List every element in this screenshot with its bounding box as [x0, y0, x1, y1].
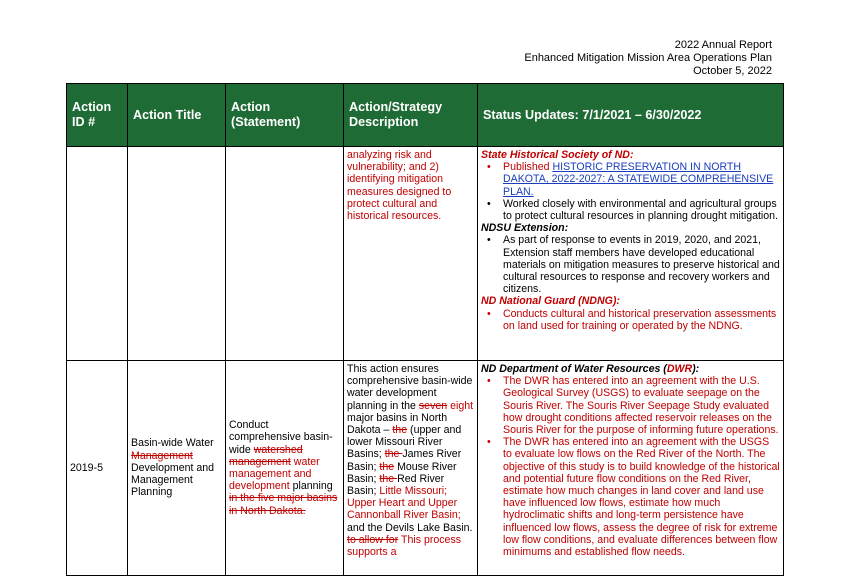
report-date: October 5, 2022 — [693, 65, 772, 77]
plan-link[interactable]: HISTORIC PRESERVATION IN NORTH DAKOTA, 2022-2027: A STATEWIDE COMPREHENSIVE PLAN. — [503, 161, 774, 198]
cell-action-statement — [226, 147, 344, 361]
org-heading: NDSU Extension: — [481, 222, 569, 235]
cell-status-updates — [478, 361, 784, 576]
title-text: Basin-wide Water — [131, 437, 214, 450]
statement-inserted-text: water management and development — [229, 455, 320, 493]
list-item: • Worked closely with environmental and agricultural groups to protect cultural resources in planning drought mitigation. — [503, 198, 780, 222]
description-text: Red River Basin; — [347, 472, 445, 498]
col-header-description: Action/Strategy Description — [344, 84, 478, 147]
org-name-end: ): — [692, 363, 700, 375]
list-item: • As part of response to events in 2019, 2020, and 2021, Extension staff members have developed educational materials on mitigation measures to preserve historical and cultural resources to response and recovery workers and citizens. — [503, 234, 780, 295]
cell-description — [344, 147, 478, 361]
org-abbrev: DWR — [666, 363, 693, 375]
description-struck-text: the — [379, 472, 398, 485]
title-text: Development and Management Planning — [131, 461, 215, 499]
description-text: and the Devils Lake Basin. — [347, 521, 473, 534]
table-header-row — [67, 84, 784, 147]
description-inserted-text: Little Missouri; Upper Heart and Upper Cannonball River Basin; — [347, 485, 461, 522]
bullet-text: Published — [503, 161, 553, 174]
report-title: 2022 Annual Report — [674, 39, 772, 51]
description-struck-text: the — [379, 460, 395, 473]
col-header-status-updates: Status Updates: 7/1/2021 – 6/30/2022 — [478, 84, 784, 147]
list-item: • The DWR has entered into an agreement with the U.S. Geological Survey (USGS) to evaluate seepage on the Souris River. The Souris River Seepage Study evaluated how drought conditions affected reservoir releases on the Souris River for the purpose of informing future operations. — [503, 375, 780, 436]
org-heading: State Historical Society of ND: — [481, 149, 634, 161]
table-row — [67, 361, 784, 576]
description-struck-text: to allow for — [347, 533, 399, 546]
cell-action-id: 2019-5 — [67, 361, 128, 576]
list-item: • Conducts cultural and historical preservation assessments on land used for training or operated by the NDNG. — [503, 308, 780, 332]
description-struck-text: the — [392, 424, 408, 437]
cell-action-title — [128, 147, 226, 361]
cell-status-updates — [478, 147, 784, 361]
description-text: major basins in North Dakota – — [347, 411, 448, 437]
statement-struck-text: watershed management — [229, 443, 303, 468]
description-text: Mouse River Basin; — [347, 460, 457, 485]
cell-action-id — [67, 147, 128, 361]
statement-text: planning — [289, 480, 333, 493]
cell-action-statement — [226, 361, 344, 576]
description-struck-text: the — [384, 448, 403, 461]
description-inserted-text: eight — [447, 399, 474, 412]
col-header-action-statement: Action (Statement) — [226, 84, 344, 147]
description-inserted-text: This process supports a — [347, 533, 462, 559]
cell-description — [344, 361, 478, 576]
cell-action-title — [128, 361, 226, 576]
description-text: This action ensures comprehensive basin-wide water development planning in the — [347, 363, 473, 412]
col-header-action-id: Action ID # — [67, 84, 128, 147]
list-item — [503, 161, 780, 198]
description-text: analyzing risk and vulnerability; and 2) identifying mitigation measures designed to protect cultural and historical resources. — [347, 149, 452, 223]
plan-title: Enhanced Mitigation Mission Area Operations Plan — [524, 52, 772, 64]
list-item: • The DWR has entered into an agreement with the USGS to evaluate low flows on the Red River of the North. The objective of this study is to build knowledge of the historical and potential future flow conditions on the Red River, estimate how much changes in land cover and land use have influenced low flows, estimate how much hydroclimatic shifts and long-term persistence have influenced low flows, assess the degree of risk for extreme low flow conditions, and evaluate differences between flow minimums and established flow needs. — [503, 436, 780, 558]
report-header — [524, 39, 772, 78]
org-heading — [481, 363, 780, 375]
title-struck-text: Management — [131, 449, 193, 462]
table-row — [67, 147, 784, 361]
org-name: ND Department of Water Resources ( — [481, 363, 667, 375]
description-struck-text: seven — [418, 399, 448, 412]
description-text: (upper and lower Missouri River Basins; — [347, 424, 462, 461]
description-text: James River Basin; — [347, 448, 462, 473]
operations-plan-table — [66, 83, 784, 576]
statement-text: Conduct comprehensive basin-wide — [229, 419, 333, 456]
statement-struck-text: in the five major basins in North Dakota. — [229, 492, 338, 517]
col-header-action-title: Action Title — [128, 84, 226, 147]
org-heading: ND National Guard (NDNG): — [481, 295, 620, 308]
